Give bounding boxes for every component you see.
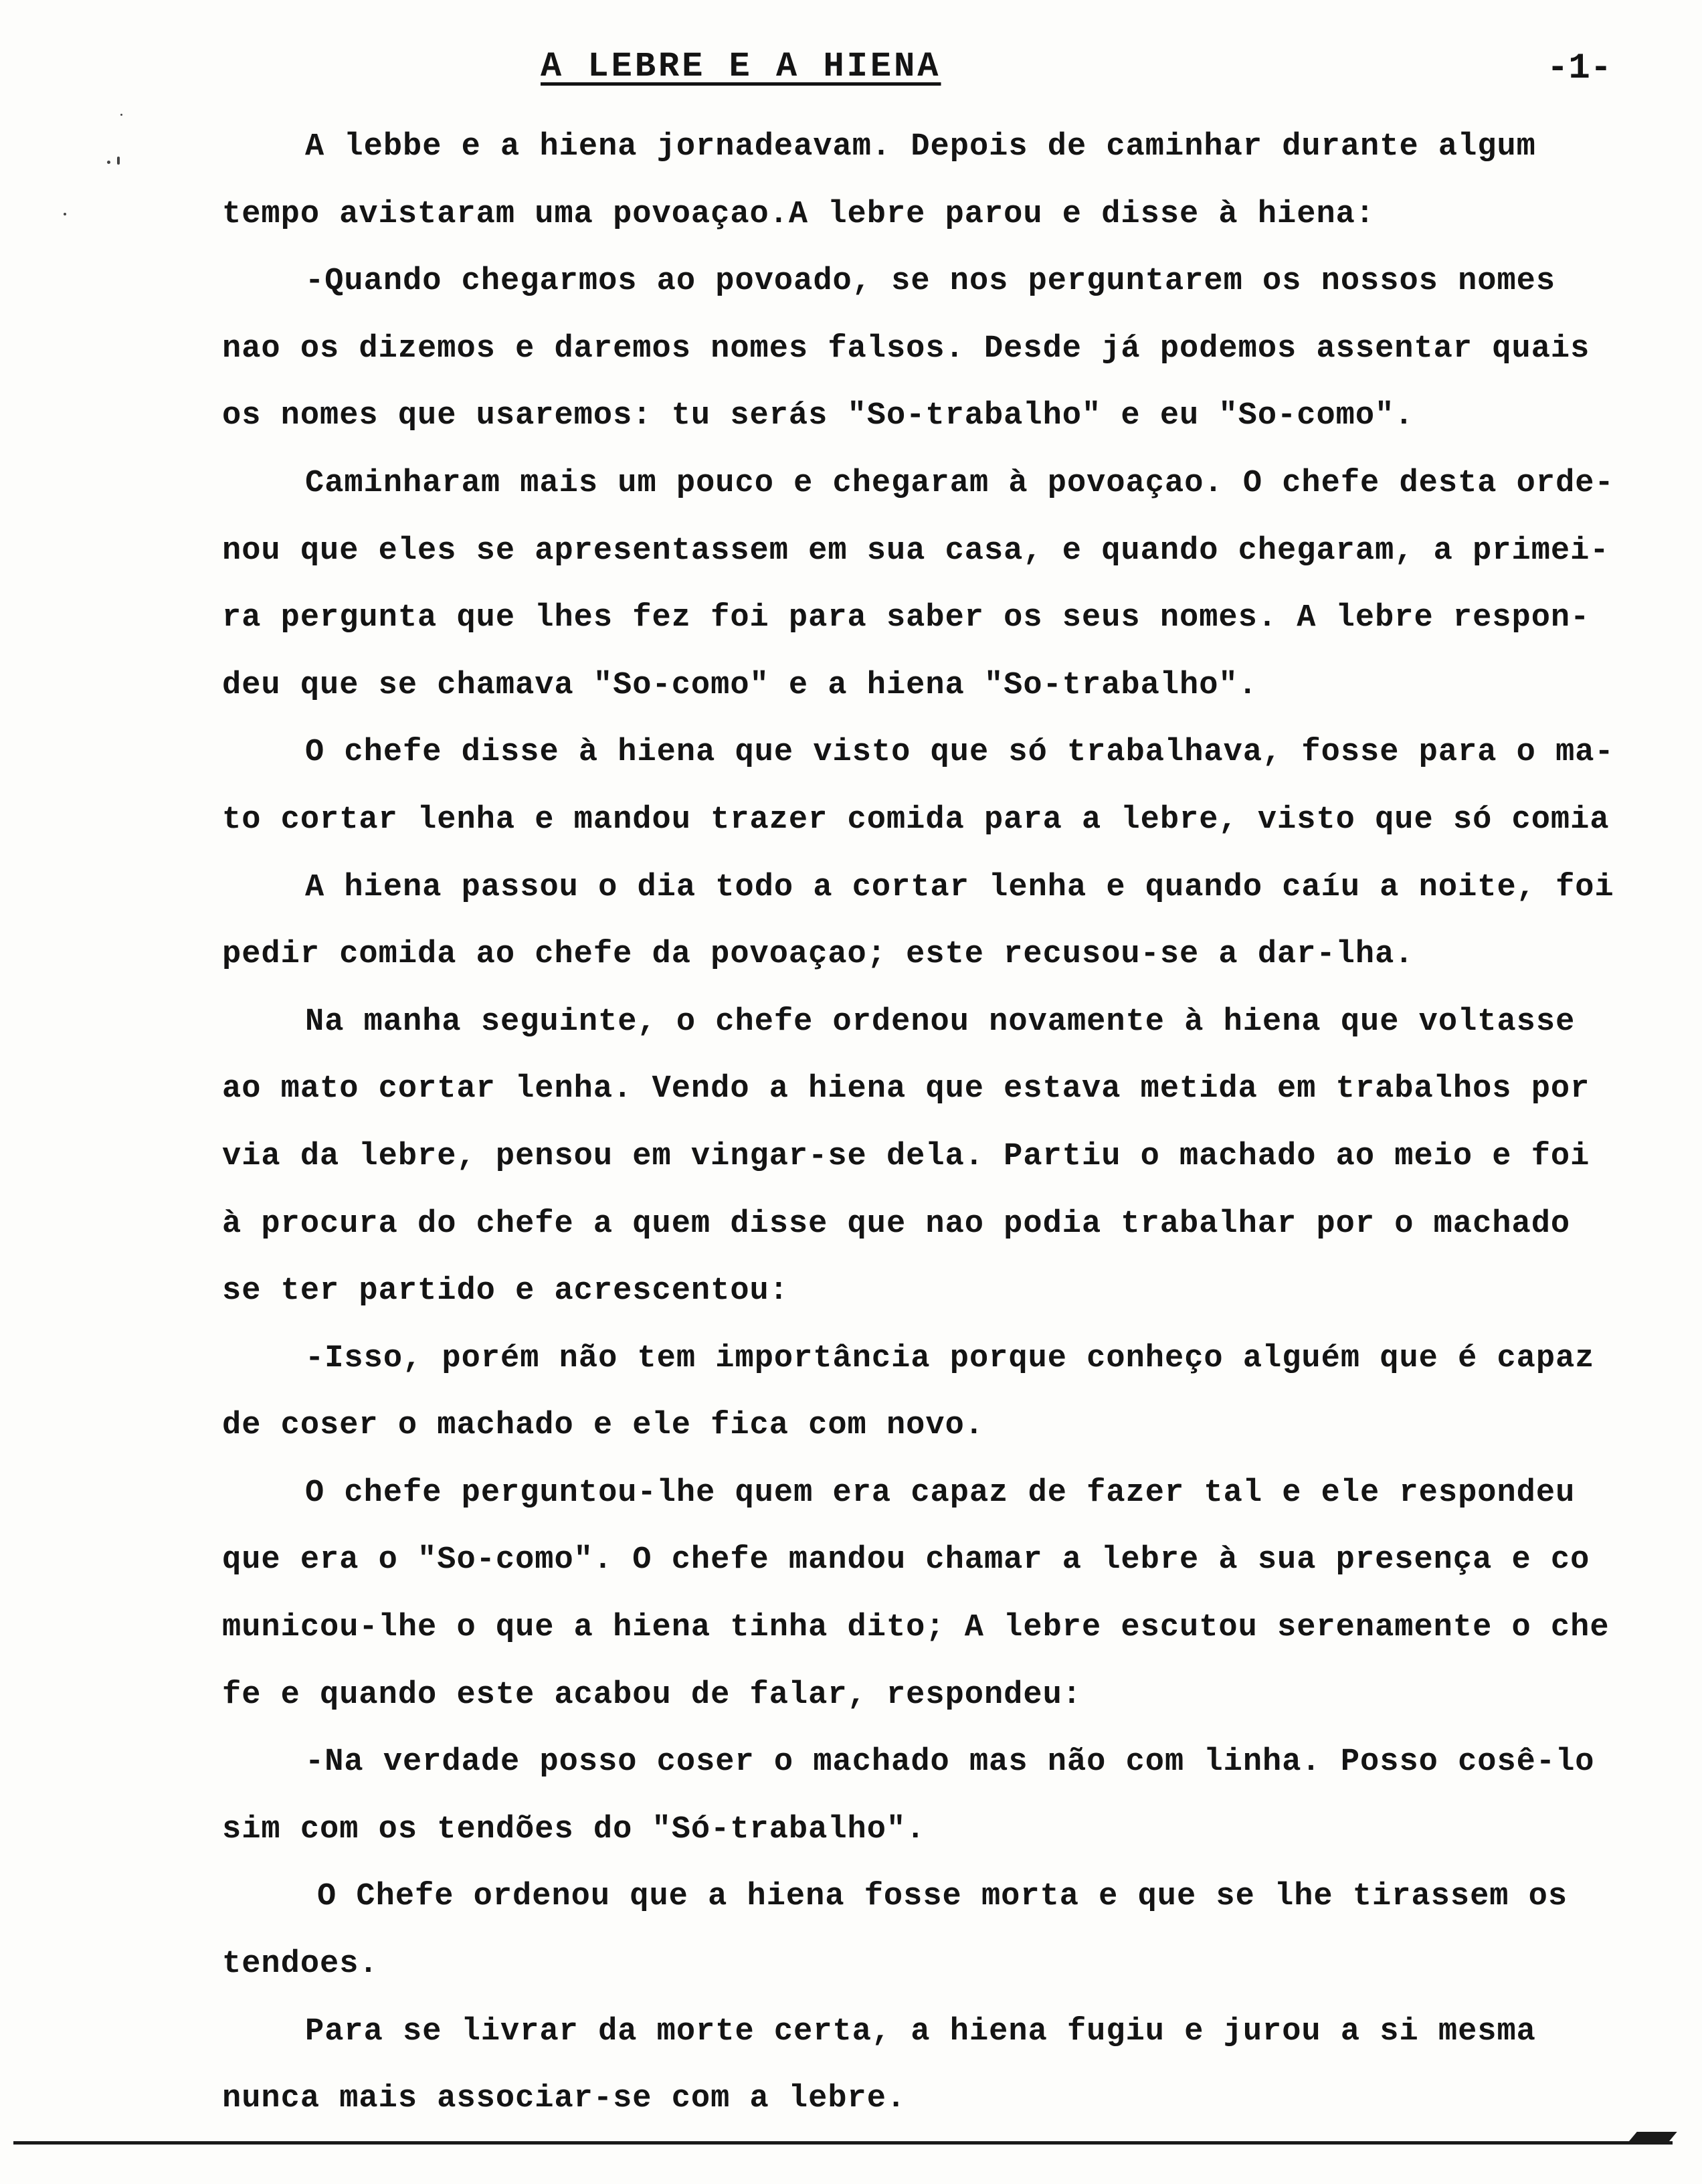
text-line: fe e quando este acabou de falar, respondeu: [222, 1677, 1082, 1713]
text-line: nao os dizemos e daremos nomes falsos. Desde já podemos assentar quais [222, 331, 1590, 367]
page-number: -1- [1547, 48, 1612, 89]
text-line: -Na verdade posso coser o machado mas não com linha. Posso cosê-lo [305, 1744, 1595, 1781]
bottom-rule [13, 2141, 1673, 2145]
text-line: pedir comida ao chefe da povoaçao; este recusou-se a dar-lha. [222, 937, 1414, 973]
text-line: O chefe perguntou-lhe quem era capaz de fazer tal e ele respondeu [305, 1475, 1576, 1511]
text-line: à procura do chefe a quem disse que nao podia trabalhar por o machado [222, 1206, 1571, 1242]
text-line: ao mato cortar lenha. Vendo a hiena que estava metida em trabalhos por [222, 1071, 1590, 1107]
text-line: to cortar lenha e mandou trazer comida para a lebre, visto que só comia [222, 802, 1610, 838]
text-line: municou-lhe o que a hiena tinha dito; A lebre escutou serenamente o che [222, 1610, 1610, 1646]
text-line: Para se livrar da morte certa, a hiena fugiu e jurou a si mesma [305, 2013, 1536, 2050]
text-line: se ter partido e acrescentou: [222, 1273, 789, 1309]
text-line: nou que eles se apresentassem em sua casa, e quando chegaram, a primei- [222, 533, 1610, 569]
text-line: nunca mais associar-se com a lebre. [222, 2081, 907, 2117]
text-line: O chefe disse à hiena que visto que só trabalhava, fosse para o ma- [305, 735, 1614, 771]
scan-speck [107, 161, 110, 164]
text-line: que era o "So-como". O chefe mandou chamar a lebre à sua presença e co [222, 1542, 1590, 1578]
text-line: A hiena passou o dia todo a cortar lenha e quando caíu a noite, foi [305, 869, 1614, 905]
text-line: Na manha seguinte, o chefe ordenou novamente à hiena que voltasse [305, 1004, 1576, 1040]
text-line: O Chefe ordenou que a hiena fosse morta e que se lhe tirassem os [317, 1879, 1568, 1915]
text-line: sim com os tendões do "Só-trabalho". [222, 1811, 926, 1847]
scan-speck [64, 213, 66, 215]
text-line: os nomes que usaremos: tu serás "So-trabalho" e eu "So-como". [222, 398, 1414, 434]
text-line: de coser o machado e ele fica com novo. [222, 1408, 984, 1444]
text-line: A lebbe e a hiena jornadeavam. Depois de caminhar durante algum [305, 129, 1536, 165]
text-line: via da lebre, pensou em vingar-se dela. Partiu o machado ao meio e foi [222, 1138, 1590, 1174]
text-line: -Quando chegarmos ao povoado, se nos perguntarem os nossos nomes [305, 264, 1556, 300]
scan-speck [117, 157, 120, 165]
text-line: Caminharam mais um pouco e chegaram à povoaçao. O chefe desta orde- [305, 465, 1614, 501]
text-line: -Isso, porém não tem importância porque conheço alguém que é capaz [305, 1340, 1595, 1376]
document-title: A LEBRE E A HIENA [541, 47, 941, 86]
text-line: tendoes. [222, 1946, 379, 1983]
body-text [222, 114, 1694, 2133]
text-line: tempo avistaram uma povoaçao.A lebre parou e disse à hiena: [222, 196, 1376, 232]
scan-speck [120, 114, 122, 116]
text-line: deu que se chamava "So-como" e a hiena "So-trabalho". [222, 667, 1258, 703]
text-line: ra pergunta que lhes fez foi para saber os seus nomes. A lebre respon- [222, 600, 1590, 636]
